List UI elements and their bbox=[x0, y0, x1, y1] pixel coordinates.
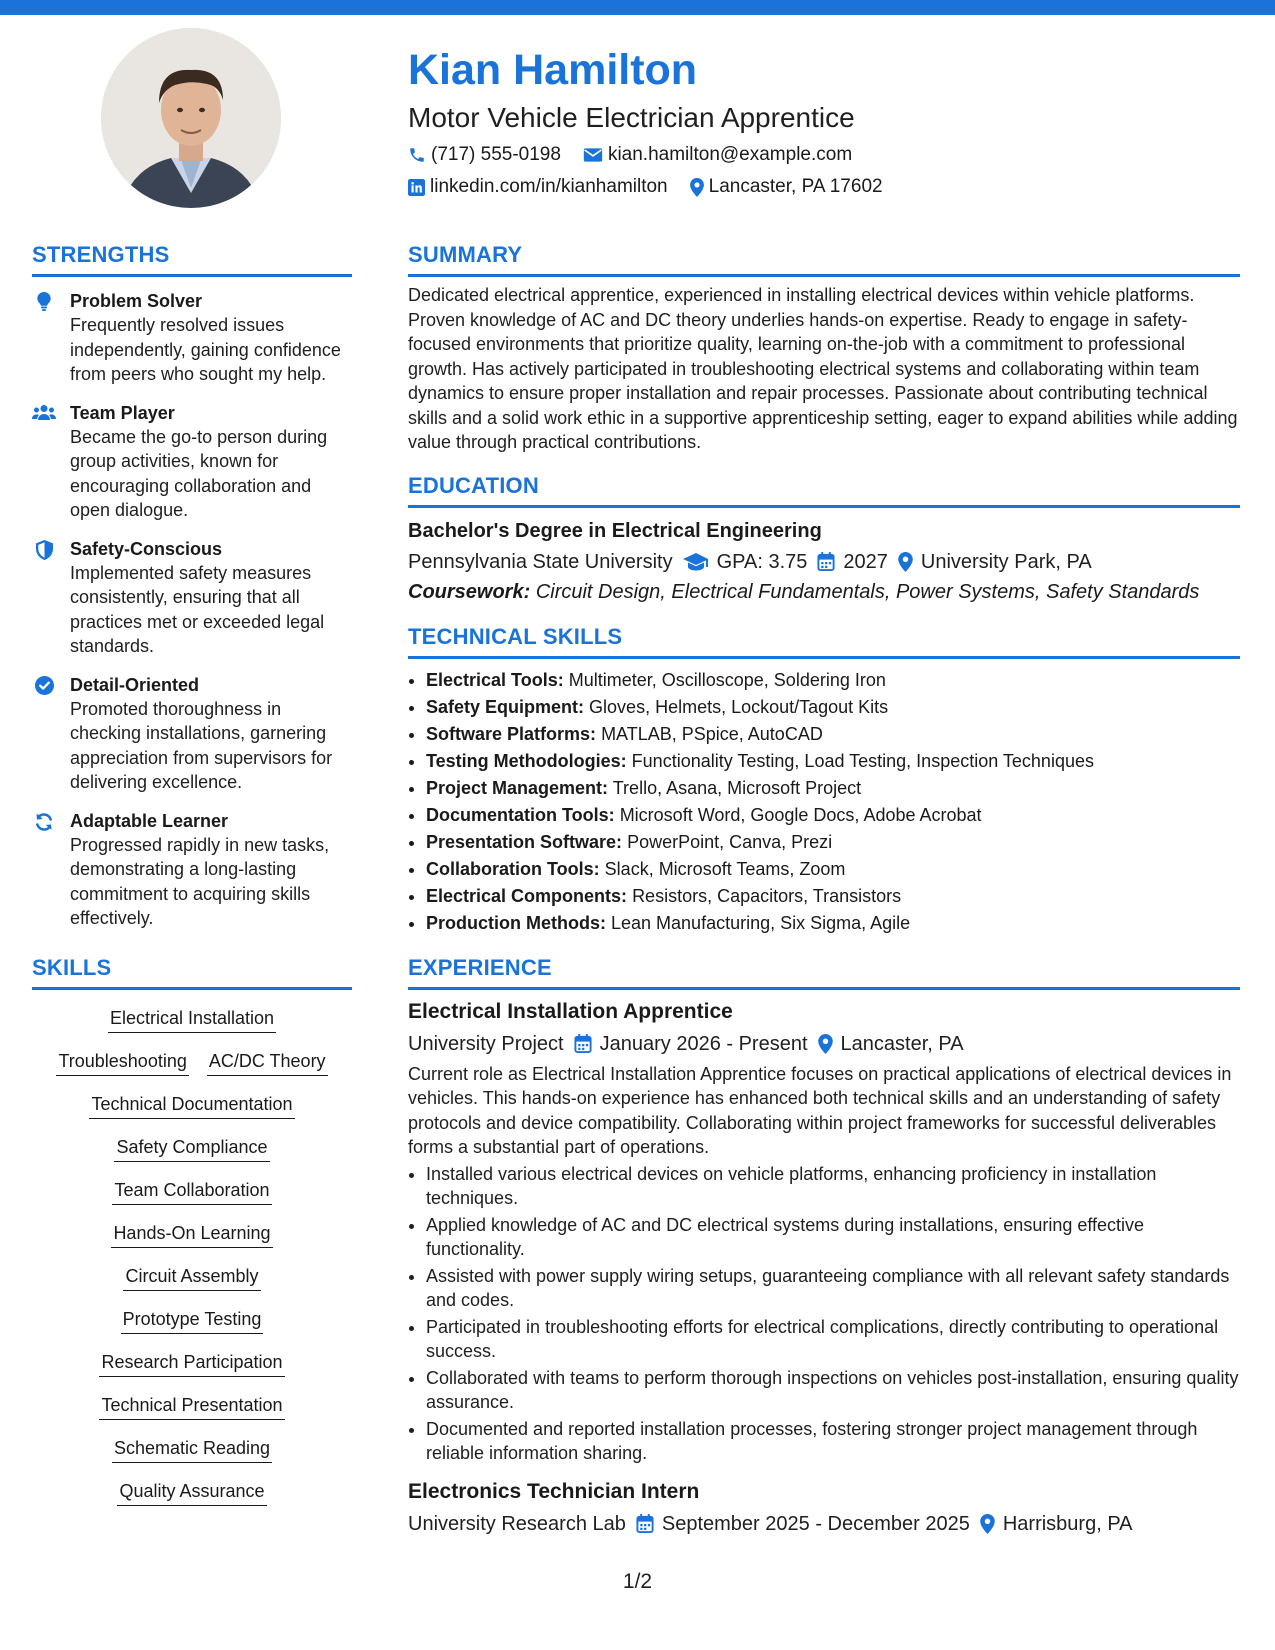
skill-category: Safety Equipment: bbox=[426, 696, 585, 717]
skill-tag: Research Participation bbox=[99, 1350, 284, 1377]
strength-desc: Progressed rapidly in new tasks, demonstrating a long-lasting commitment to acquiring skills effectively. bbox=[70, 834, 330, 928]
list-item bbox=[426, 802, 1240, 829]
job-location: Harrisburg, PA bbox=[1002, 1512, 1133, 1535]
profile-photo bbox=[101, 28, 281, 208]
skill-category: Software Platforms: bbox=[426, 723, 597, 744]
users-icon bbox=[32, 404, 56, 421]
school-name: Pennsylvania State University bbox=[408, 550, 673, 573]
job-org: University Project bbox=[408, 1032, 564, 1055]
technical-skills-list bbox=[408, 667, 1240, 937]
skill-category: Production Methods: bbox=[426, 912, 606, 933]
experience-section bbox=[408, 955, 1240, 1538]
email-icon bbox=[583, 147, 603, 163]
skill-category: Project Management: bbox=[426, 777, 609, 798]
skill-tag: Electrical Installation bbox=[108, 1006, 276, 1033]
skill-tag: Schematic Reading bbox=[112, 1436, 272, 1463]
skill-values: Resistors, Capacitors, Transistors bbox=[632, 885, 902, 906]
strength-title: Problem Solver bbox=[70, 291, 203, 311]
check-circle-icon bbox=[35, 676, 54, 695]
list-item: • Participated in troubleshooting efforts for electrical complications, directly contributing to operational success. bbox=[426, 1315, 1240, 1364]
strength-desc: Became the go-to person during group activities, known for encouraging collaboration and open dialogue. bbox=[70, 426, 328, 520]
skill-values: Multimeter, Oscilloscope, Soldering Iron bbox=[568, 669, 886, 690]
linkedin-text: linkedin.com/in/kianhamilton bbox=[430, 176, 668, 197]
lightbulb-icon bbox=[37, 292, 51, 311]
summary-text: Dedicated electrical apprentice, experienced in installing electrical devices within vehicle platforms. Proven knowledge of AC and DC theory underlies hands-on expertise. Ready to engage in safety-focused environments that prioritize quality, learning on-the-job with a commitment to professional growth. Has actively participated in troubleshooting electrical systems and collaborating within team dynamics to ensure proper installation and repair processes. Passionate about contributing technical skills and a solid work ethic in a supportive apprenticeship setting, eager to expand abilities while adding value through practical contributions. bbox=[408, 285, 1238, 452]
header bbox=[408, 42, 1238, 200]
skill-tag: Technical Presentation bbox=[99, 1393, 284, 1420]
calendar-icon bbox=[574, 1034, 592, 1053]
contact-row-2 bbox=[408, 174, 1238, 200]
skill-category: Testing Methodologies: bbox=[426, 750, 627, 771]
job-summary: Current role as Electrical Installation Apprentice focuses on practical applications of electrical devices in vehicles. This hands-on experience has enhanced both technical skills and an understanding of safety protocols and device compatibility. Collaborating within project frameworks for successful deliverables forms a substantial part of operations. bbox=[408, 1063, 1232, 1157]
email-text: kian.hamilton@example.com bbox=[607, 144, 853, 165]
location-contact bbox=[690, 174, 883, 200]
list-item: • Installed various electrical devices on vehicle platforms, enhancing proficiency in installation techniques. bbox=[426, 1162, 1240, 1211]
strength-desc: Frequently resolved issues independently, gaining confidence from peers who sought my help. bbox=[70, 315, 341, 384]
skill-tag: Safety Compliance bbox=[114, 1135, 269, 1162]
education-heading: EDUCATION bbox=[408, 473, 1240, 508]
strength-item bbox=[32, 537, 352, 659]
experience-heading: EXPERIENCE bbox=[408, 955, 1240, 990]
technical-skills-section bbox=[408, 624, 1240, 937]
strength-desc: Implemented safety measures consistently, ensuring that all practices met or exceeded legal standards. bbox=[70, 562, 325, 656]
job-title-1: Electrical Installation Apprentice bbox=[408, 999, 733, 1023]
coursework-list: Circuit Design, Electrical Fundamentals, Power Systems, Safety Standards bbox=[535, 580, 1200, 603]
skill-values: Functionality Testing, Load Testing, Inspection Techniques bbox=[631, 750, 1094, 771]
list-item bbox=[426, 856, 1240, 883]
phone-text: (717) 555-0198 bbox=[431, 144, 561, 165]
skill-tag: Team Collaboration bbox=[112, 1178, 271, 1205]
location-pin-icon bbox=[980, 1514, 995, 1534]
job-meta-1 bbox=[408, 1030, 1240, 1058]
job-title-2: Electronics Technician Intern bbox=[408, 1479, 700, 1503]
graduation-cap-icon bbox=[683, 553, 709, 571]
location-pin-icon bbox=[898, 552, 913, 572]
skill-tag: Troubleshooting bbox=[56, 1049, 188, 1076]
job-bullets bbox=[408, 1162, 1240, 1466]
skill-tag: Hands-On Learning bbox=[111, 1221, 272, 1248]
calendar-icon bbox=[636, 1514, 654, 1533]
skill-category: Documentation Tools: bbox=[426, 804, 615, 825]
strength-title: Safety-Conscious bbox=[70, 538, 223, 559]
skill-values: Trello, Asana, Microsoft Project bbox=[612, 777, 862, 798]
job-org: University Research Lab bbox=[408, 1512, 626, 1535]
list-item bbox=[426, 748, 1240, 775]
list-item bbox=[426, 775, 1240, 802]
linkedin-icon bbox=[408, 179, 425, 196]
job-dates: January 2026 - Present bbox=[599, 1032, 808, 1055]
phone-contact[interactable] bbox=[408, 142, 561, 168]
list-item bbox=[426, 694, 1240, 721]
summary-section bbox=[408, 242, 1240, 455]
strength-item bbox=[32, 673, 352, 795]
skills-list bbox=[32, 1002, 352, 1506]
list-item bbox=[426, 829, 1240, 856]
skill-values: MATLAB, PSpice, AutoCAD bbox=[601, 723, 823, 744]
strength-item bbox=[32, 809, 352, 931]
list-item bbox=[426, 883, 1240, 910]
phone-icon bbox=[408, 146, 426, 164]
skills-heading: SKILLS bbox=[32, 955, 352, 990]
skill-values: Lean Manufacturing, Six Sigma, Agile bbox=[611, 912, 911, 933]
strength-desc: Promoted thoroughness in checking installations, garnering appreciation from supervisors for delivering excellence. bbox=[70, 698, 333, 792]
skill-values: PowerPoint, Canva, Prezi bbox=[627, 831, 833, 852]
job-meta-2 bbox=[408, 1510, 1240, 1538]
location-pin-icon bbox=[818, 1034, 833, 1054]
skill-tag: Technical Documentation bbox=[89, 1092, 294, 1119]
grad-year: 2027 bbox=[843, 550, 888, 573]
candidate-name: Kian Hamilton bbox=[408, 46, 698, 94]
left-column bbox=[32, 242, 352, 1506]
list-item bbox=[426, 721, 1240, 748]
list-item: • Assisted with power supply wiring setups, guaranteeing compliance with all relevant safety standards and codes. bbox=[426, 1264, 1240, 1313]
list-item: • Collaborated with teams to perform thorough inspections on vehicles post-installation, ensuring quality assurance. bbox=[426, 1366, 1240, 1415]
list-item: • Applied knowledge of AC and DC electrical systems during installations, ensuring effective functionality. bbox=[426, 1213, 1240, 1262]
location-pin-icon bbox=[690, 178, 704, 197]
job-title: Motor Vehicle Electrician Apprentice bbox=[408, 102, 855, 133]
strength-title: Team Player bbox=[70, 402, 175, 423]
technical-skills-heading: TECHNICAL SKILLS bbox=[408, 624, 1240, 659]
right-column bbox=[408, 242, 1240, 1556]
coursework-label: Coursework: bbox=[408, 580, 531, 603]
calendar-icon bbox=[817, 552, 835, 571]
shield-icon bbox=[36, 540, 53, 560]
skill-values: Slack, Microsoft Teams, Zoom bbox=[604, 858, 846, 879]
education-meta bbox=[408, 548, 1240, 576]
skill-tag: Circuit Assembly bbox=[123, 1264, 260, 1291]
skill-category: Electrical Tools: bbox=[426, 669, 564, 690]
education-section bbox=[408, 473, 1240, 606]
email-contact[interactable] bbox=[583, 142, 852, 168]
skill-tag: Quality Assurance bbox=[117, 1479, 266, 1506]
coursework bbox=[408, 578, 1240, 606]
skill-values: Gloves, Helmets, Lockout/Tagout Kits bbox=[589, 696, 889, 717]
skill-tag: AC/DC Theory bbox=[207, 1049, 328, 1076]
skill-category: Presentation Software: bbox=[426, 831, 623, 852]
strength-item bbox=[32, 289, 352, 387]
degree-title: Bachelor's Degree in Electrical Engineering bbox=[408, 519, 822, 542]
location-text: Lancaster, PA 17602 bbox=[708, 176, 883, 197]
skill-category: Electrical Components: bbox=[426, 885, 628, 906]
refresh-icon bbox=[34, 812, 54, 832]
skill-values: Microsoft Word, Google Docs, Adobe Acrobat bbox=[619, 804, 982, 825]
list-item bbox=[426, 910, 1240, 937]
job-location: Lancaster, PA bbox=[840, 1032, 964, 1055]
contact-row-1 bbox=[408, 142, 1238, 168]
skill-tag: Prototype Testing bbox=[121, 1307, 264, 1334]
strengths-heading: STRENGTHS bbox=[32, 242, 352, 277]
summary-heading: SUMMARY bbox=[408, 242, 1240, 277]
linkedin-contact[interactable] bbox=[408, 174, 668, 200]
strength-title: Adaptable Learner bbox=[70, 810, 229, 831]
school-location: University Park, PA bbox=[920, 550, 1092, 573]
list-item: • Documented and reported installation processes, fostering stronger project management through reliable information sharing. bbox=[426, 1417, 1240, 1466]
list-item bbox=[426, 667, 1240, 694]
strength-title: Detail-Oriented bbox=[70, 674, 200, 695]
strength-item bbox=[32, 401, 352, 523]
page-number: 1/2 bbox=[622, 1570, 653, 1593]
skill-category: Collaboration Tools: bbox=[426, 858, 600, 879]
job-dates: September 2025 - December 2025 bbox=[661, 1512, 970, 1535]
gpa: GPA: 3.75 bbox=[716, 550, 808, 573]
top-accent-bar bbox=[0, 0, 1275, 15]
